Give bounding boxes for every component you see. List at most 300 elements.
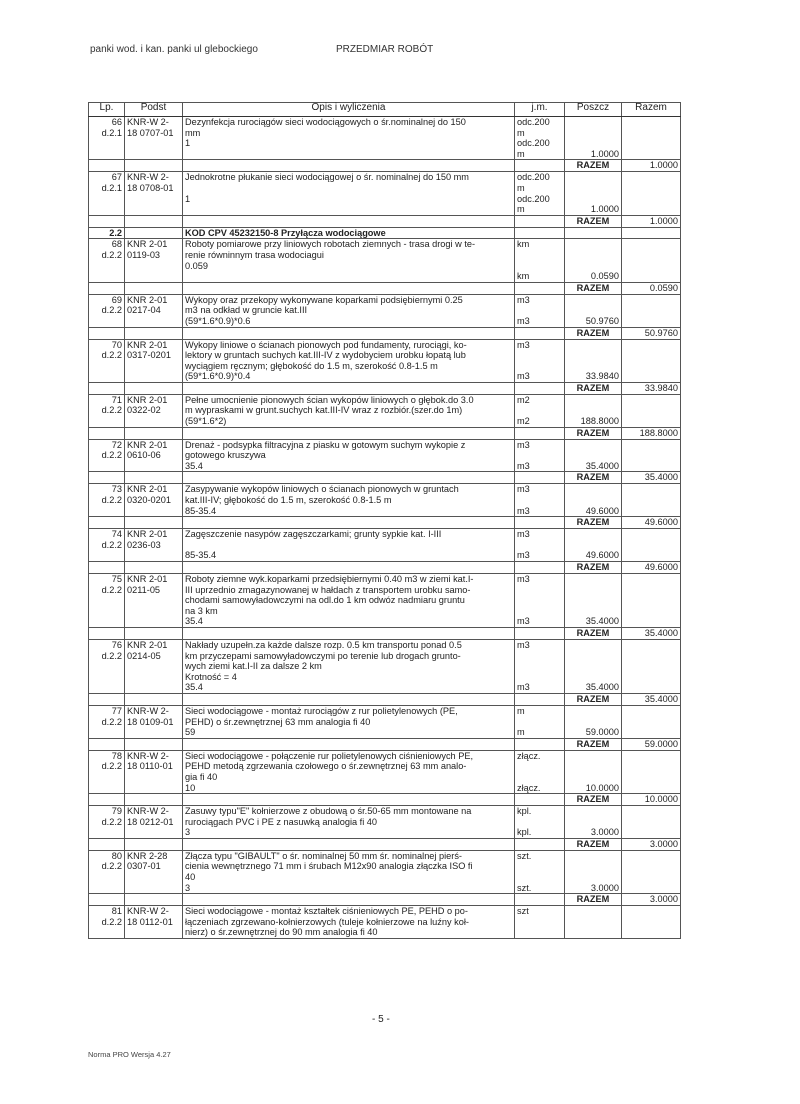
razem-label: RAZEM: [565, 327, 622, 339]
item-razem: [622, 574, 681, 628]
jm-line: [517, 361, 562, 372]
col-opis: Opis i wyliczenia: [183, 103, 515, 117]
opis-line: PEHD) o śr.zewnętrznej 63 mm analogia fi 40: [185, 716, 371, 727]
item-poszcz: [565, 705, 622, 738]
item-chapter: d.2.2: [101, 584, 122, 595]
item-poszcz: [565, 239, 622, 282]
item-lp: [89, 172, 125, 215]
razem-empty: [183, 693, 515, 705]
item-jm: [515, 294, 565, 327]
estimate-table: [88, 102, 681, 939]
razem-label: RAZEM: [565, 627, 622, 639]
razem-empty: [515, 382, 565, 394]
razem-empty: [183, 894, 515, 906]
item-jm: [515, 574, 565, 628]
item-poszcz: [565, 172, 622, 215]
item-razem: [622, 294, 681, 327]
razem-empty: [125, 472, 183, 484]
poszcz-spacer: [567, 295, 619, 306]
razem-row: [89, 894, 681, 906]
item-podst: [125, 117, 183, 160]
razem-empty: [515, 838, 565, 850]
poszcz-value: 35.4000: [585, 616, 619, 627]
item-poszcz: [565, 394, 622, 427]
podst-line: 0119-03: [127, 249, 161, 260]
razem-empty: [89, 427, 125, 439]
item-opis: [183, 705, 515, 738]
razem-row: [89, 427, 681, 439]
opis-line: 35.4: [185, 616, 203, 627]
item-poszcz: [565, 117, 622, 160]
item-poszcz: [565, 294, 622, 327]
poszcz-value: 10.0000: [585, 782, 619, 793]
razem-value: 49.6000: [622, 517, 681, 529]
razem-row: [89, 794, 681, 806]
razem-empty: [515, 627, 565, 639]
item-poszcz: [565, 439, 622, 472]
poszcz-spacer: [567, 261, 619, 272]
section-jm: [515, 227, 565, 239]
item-razem: [622, 705, 681, 738]
opis-line: [185, 183, 512, 194]
item-poszcz: [565, 850, 622, 893]
jm-line: [517, 595, 562, 606]
opis-line: (59*1.6*2): [185, 416, 227, 427]
item-poszcz: [565, 639, 622, 693]
poszcz-spacer: [567, 340, 619, 351]
jm-line: [517, 540, 562, 551]
opis-line: nierz) o śr.zewnętrznej do 90 mm analogia fi 40: [185, 927, 378, 938]
item-podst: [125, 639, 183, 693]
item-opis: [183, 639, 515, 693]
podst-line: 0317-0201: [127, 350, 171, 361]
item-number: 72: [111, 439, 122, 450]
item-razem: [622, 339, 681, 382]
opis-line: gia fi 40: [185, 771, 218, 782]
opis-line: mm: [185, 127, 201, 138]
item-number: 81: [111, 906, 122, 917]
opis-line: Zasypywanie wykopów liniowych o ścianach pionowych w gruntach: [185, 484, 459, 495]
item-poszcz: [565, 750, 622, 793]
podst-line: 0214-05: [127, 650, 161, 661]
podst-line: KNR 2-01: [127, 439, 168, 450]
jm-line: m: [517, 148, 525, 159]
razem-empty: [125, 838, 183, 850]
opis-line: 1: [185, 138, 191, 149]
jm-line: km: [517, 239, 530, 250]
table-row: [89, 906, 681, 939]
razem-empty: [183, 215, 515, 227]
podst-line: 18 0707-01: [127, 127, 174, 138]
podst-line: 0320-0201: [127, 495, 171, 506]
opis-line: wych ziemi kat.I-II za dalsze 2 km: [185, 661, 322, 672]
jm-line: szt: [517, 906, 529, 917]
jm-line: szt.: [517, 850, 532, 861]
item-razem: [622, 639, 681, 693]
razem-label: RAZEM: [565, 382, 622, 394]
razem-empty: [89, 894, 125, 906]
poszcz-spacer: [567, 761, 619, 772]
table-header-row: [89, 103, 681, 117]
section-row: [89, 227, 681, 239]
jm-line: [517, 661, 562, 672]
opis-line: gotowego kruszywa: [185, 450, 266, 461]
item-chapter: d.2.2: [101, 716, 122, 727]
table-row: [89, 850, 681, 893]
razem-row: [89, 327, 681, 339]
jm-line: [517, 585, 562, 596]
item-podst: [125, 239, 183, 282]
opis-line: 3: [185, 827, 191, 838]
opis-line: (59*1.6*0.9)*0.6: [185, 315, 251, 326]
poszcz-value: 59.0000: [585, 727, 619, 738]
item-opis: [183, 339, 515, 382]
razem-empty: [89, 562, 125, 574]
podst-line: KNR 2-01: [127, 639, 168, 650]
poszcz-spacer: [567, 585, 619, 596]
item-chapter: d.2.2: [101, 305, 122, 316]
poszcz-spacer: [567, 606, 619, 617]
opis-line: Złącza typu "GIBAULT" o śr. nominalnej 50 mm śr. nominalnej pierś-: [185, 850, 462, 861]
item-lp: [89, 117, 125, 160]
opis-line: m3 na odkład w gruncie kat.III: [185, 305, 308, 316]
razem-value: 3.0000: [622, 894, 681, 906]
jm-line: m: [517, 204, 525, 215]
item-jm: [515, 705, 565, 738]
jm-line: kpl.: [517, 806, 532, 817]
opis-line: Krotność = 4: [185, 671, 237, 682]
poszcz-spacer: [567, 239, 619, 250]
razem-value: 35.4000: [622, 472, 681, 484]
razem-row: [89, 215, 681, 227]
item-opis: [183, 117, 515, 160]
podst-line: KNR 2-01: [127, 294, 168, 305]
table-row: [89, 294, 681, 327]
razem-empty: [183, 738, 515, 750]
item-jm: [515, 850, 565, 893]
opis-line: 40: [185, 872, 196, 883]
razem-empty: [515, 472, 565, 484]
jm-line: [517, 817, 562, 828]
jm-line: m3: [517, 339, 530, 350]
item-razem: [622, 850, 681, 893]
razem-empty: [515, 794, 565, 806]
razem-empty: [183, 627, 515, 639]
poszcz-value: 49.6000: [585, 505, 619, 516]
item-number: 68: [111, 239, 122, 250]
poszcz-value: 3.0000: [590, 827, 619, 838]
item-poszcz: [565, 484, 622, 517]
section-poszcz: [565, 227, 622, 239]
col-jm: j.m.: [515, 103, 565, 117]
razem-row: [89, 627, 681, 639]
jm-line: m3: [517, 460, 530, 471]
item-jm: [515, 639, 565, 693]
razem-empty: [89, 627, 125, 639]
razem-row: [89, 562, 681, 574]
opis-line: Wykopy liniowe o ścianach pionowych pod fundamenty, rurociągi, ko-: [185, 339, 467, 350]
razem-empty: [89, 794, 125, 806]
section-title: KOD CPV 45232150-8 Przyłącza wodociągowe: [183, 227, 515, 239]
page-number: - 5 -: [372, 1014, 390, 1025]
podst-line: KNR-W 2-: [127, 750, 169, 761]
item-number: 73: [111, 484, 122, 495]
razem-row: [89, 838, 681, 850]
opis-line: Jednokrotne płukanie sieci wodociągowej o śr. nominalnej do 150 mm: [185, 172, 469, 183]
poszcz-spacer: [567, 661, 619, 672]
item-lp: [89, 705, 125, 738]
item-chapter: d.2.1: [101, 127, 122, 138]
razem-value: 188.8000: [622, 427, 681, 439]
item-opis: [183, 439, 515, 472]
item-opis: [183, 239, 515, 282]
poszcz-spacer: [567, 872, 619, 883]
section-number: 2.2: [89, 227, 125, 239]
opis-line: Sieci wodociągowe - połączenie rur polietylenowych ciśnieniowych PE,: [185, 750, 474, 761]
poszcz-spacer: [567, 440, 619, 451]
razem-empty: [515, 894, 565, 906]
item-chapter: d.2.2: [101, 650, 122, 661]
opis-line: Sieci wodociągowe - montaż kształtek ciśnieniowych PE, PEHD o po-: [185, 906, 468, 917]
jm-line: m3: [517, 682, 530, 693]
table-row: [89, 750, 681, 793]
item-lp: [89, 750, 125, 793]
item-opis: [183, 394, 515, 427]
item-razem: [622, 239, 681, 282]
item-razem: [622, 172, 681, 215]
col-poszcz: Poszcz: [565, 103, 622, 117]
poszcz-value: 35.4000: [585, 682, 619, 693]
razem-empty: [183, 794, 515, 806]
item-chapter: d.2.2: [101, 450, 122, 461]
item-lp: [89, 484, 125, 517]
opis-line: 35.4: [185, 682, 203, 693]
jm-line: m2: [517, 416, 530, 427]
item-jm: [515, 117, 565, 160]
footer-software: Norma PRO Wersja 4.27: [88, 1050, 171, 1059]
razem-empty: [183, 472, 515, 484]
jm-line: m3: [517, 616, 530, 627]
item-number: 66: [111, 117, 122, 127]
opis-line: 85-35.4: [185, 550, 217, 561]
jm-line: m2: [517, 394, 530, 405]
poszcz-spacer: [567, 250, 619, 261]
opis-line: III uprzednio zmagazynowanej w hałdach z transportem urobku samo-: [185, 584, 471, 595]
razem-empty: [125, 517, 183, 529]
item-podst: [125, 394, 183, 427]
opis-line: Pełne umocnienie pionowych ścian wykopów liniowych o głębok.do 3.0: [185, 394, 474, 405]
poszcz-spacer: [567, 861, 619, 872]
razem-empty: [515, 738, 565, 750]
poszcz-value: 188.8000: [580, 416, 619, 427]
opis-line: Nakłady uzupełn.za każde dalsze rozp. 0.5 km transportu ponad 0.5: [185, 639, 462, 650]
item-poszcz: [565, 806, 622, 839]
poszcz-spacer: [567, 574, 619, 585]
table-row: [89, 439, 681, 472]
jm-line: [517, 761, 562, 772]
opis-line: 0.059: [185, 260, 208, 271]
table-row: [89, 639, 681, 693]
razem-empty: [125, 794, 183, 806]
opis-line: km przyczepami samowyładowczymi po terenie lub drogach grunto-: [185, 650, 461, 661]
item-razem: [622, 117, 681, 160]
opis-line: Drenaż - podsypka filtracyjna z piasku w gotowym suchym wykopie z: [185, 439, 466, 450]
item-chapter: d.2.1: [101, 182, 122, 193]
item-chapter: d.2.2: [101, 350, 122, 361]
item-razem: [622, 394, 681, 427]
razem-empty: [89, 160, 125, 172]
razem-empty: [183, 327, 515, 339]
item-podst: [125, 172, 183, 215]
razem-value: 3.0000: [622, 838, 681, 850]
opis-line: Zagęszczenie nasypów zagęszczarkami; grunty sypkie kat. I-III: [185, 529, 442, 540]
razem-label: RAZEM: [565, 894, 622, 906]
opis-line: Roboty pomiarowe przy liniowych robotach ziemnych - trasa drogi w te-: [185, 239, 476, 250]
item-chapter: d.2.2: [101, 761, 122, 772]
razem-value: 59.0000: [622, 738, 681, 750]
item-number: 75: [111, 574, 122, 584]
razem-value: 0.0590: [622, 282, 681, 294]
podst-line: KNR-W 2-: [127, 806, 169, 817]
razem-empty: [89, 215, 125, 227]
item-lp: [89, 850, 125, 893]
razem-empty: [125, 327, 183, 339]
col-razem: Razem: [622, 103, 681, 117]
opis-line: [185, 540, 512, 551]
razem-value: 50.9760: [622, 327, 681, 339]
item-podst: [125, 339, 183, 382]
table-row: [89, 806, 681, 839]
razem-value: 33.9840: [622, 382, 681, 394]
opis-line: 35.4: [185, 460, 203, 471]
podst-line: 18 0109-01: [127, 716, 174, 727]
razem-empty: [183, 427, 515, 439]
poszcz-spacer: [567, 172, 619, 183]
item-razem: [622, 484, 681, 517]
razem-label: RAZEM: [565, 738, 622, 750]
razem-empty: [125, 427, 183, 439]
item-podst: [125, 574, 183, 628]
item-opis: [183, 750, 515, 793]
jm-line: [517, 606, 562, 617]
item-lp: [89, 239, 125, 282]
opis-line: PEHD metodą zgrzewania czołowego o śr.zewnętrznej 63 mm analo-: [185, 761, 467, 772]
poszcz-spacer: [567, 350, 619, 361]
item-razem: [622, 750, 681, 793]
jm-line: [517, 350, 562, 361]
poszcz-spacer: [567, 361, 619, 372]
opis-line: kat.III-IV; głębokość do 1.5 m, szerokość 0.8-1.5 m: [185, 495, 392, 506]
poszcz-spacer: [567, 194, 619, 205]
jm-line: [517, 261, 562, 272]
jm-line: [517, 872, 562, 883]
poszcz-spacer: [567, 717, 619, 728]
poszcz-spacer: [567, 540, 619, 551]
poszcz-value: 50.9760: [585, 315, 619, 326]
item-razem: [622, 529, 681, 562]
item-number: 70: [111, 339, 122, 350]
podst-line: 18 0112-01: [127, 916, 173, 927]
jm-line: km: [517, 271, 530, 282]
table-row: [89, 394, 681, 427]
jm-line: m3: [517, 639, 530, 650]
item-chapter: d.2.2: [101, 495, 122, 506]
razem-row: [89, 472, 681, 484]
opis-line: rurociągach PVC i PE z nasuwką analogia fi 40: [185, 816, 378, 827]
item-lp: [89, 906, 125, 939]
item-number: 67: [111, 172, 122, 183]
jm-line: [517, 450, 562, 461]
poszcz-spacer: [567, 651, 619, 662]
jm-line: [517, 495, 562, 506]
razem-empty: [125, 562, 183, 574]
poszcz-spacer: [567, 305, 619, 316]
podst-line: 18 0110-01: [127, 761, 173, 772]
razem-value: 1.0000: [622, 160, 681, 172]
table-row: [89, 239, 681, 282]
jm-line: m3: [517, 550, 530, 561]
razem-empty: [183, 382, 515, 394]
item-number: 78: [111, 750, 122, 761]
poszcz-value: 1.0000: [590, 204, 619, 215]
opis-line: Roboty ziemne wyk.koparkami przedsiębiernymi 0.40 m3 w ziemi kat.I-: [185, 574, 474, 584]
jm-line: [517, 717, 562, 728]
jm-line: m3: [517, 315, 530, 326]
poszcz-value: 0.0590: [590, 271, 619, 282]
section-podst: [125, 227, 183, 239]
razem-row: [89, 517, 681, 529]
jm-line: odc.200: [517, 138, 550, 149]
item-chapter: d.2.2: [101, 816, 122, 827]
podst-line: 0217-04: [127, 305, 161, 316]
item-number: 71: [111, 394, 122, 405]
item-podst: [125, 906, 183, 939]
jm-line: m3: [517, 529, 530, 540]
razem-empty: [515, 517, 565, 529]
opis-line: lektory w gruntach suchych kat.III-IV z wydobyciem urobku łopatą lub: [185, 350, 466, 361]
item-opis: [183, 806, 515, 839]
item-podst: [125, 529, 183, 562]
poszcz-spacer: [567, 183, 619, 194]
razem-label: RAZEM: [565, 838, 622, 850]
podst-line: KNR 2-01: [127, 339, 168, 350]
jm-line: m3: [517, 439, 530, 450]
podst-line: KNR 2-01: [127, 529, 168, 540]
podst-line: 0322-02: [127, 405, 161, 416]
table-row: [89, 529, 681, 562]
item-poszcz: [565, 529, 622, 562]
razem-empty: [125, 215, 183, 227]
poszcz-spacer: [567, 395, 619, 406]
podst-line: KNR-W 2-: [127, 906, 169, 917]
poszcz-value: 33.9840: [585, 371, 619, 382]
item-lp: [89, 639, 125, 693]
item-razem: [622, 906, 681, 939]
podst-line: 0307-01: [127, 861, 161, 872]
razem-label: RAZEM: [565, 215, 622, 227]
jm-line: [517, 672, 562, 683]
item-opis: [183, 574, 515, 628]
jm-line: [517, 405, 562, 416]
razem-empty: [89, 838, 125, 850]
table-row: [89, 705, 681, 738]
poszcz-spacer: [567, 450, 619, 461]
item-opis: [183, 294, 515, 327]
item-podst: [125, 850, 183, 893]
jm-line: złącz.: [517, 750, 541, 761]
poszcz-value: 35.4000: [585, 460, 619, 471]
razem-empty: [515, 693, 565, 705]
